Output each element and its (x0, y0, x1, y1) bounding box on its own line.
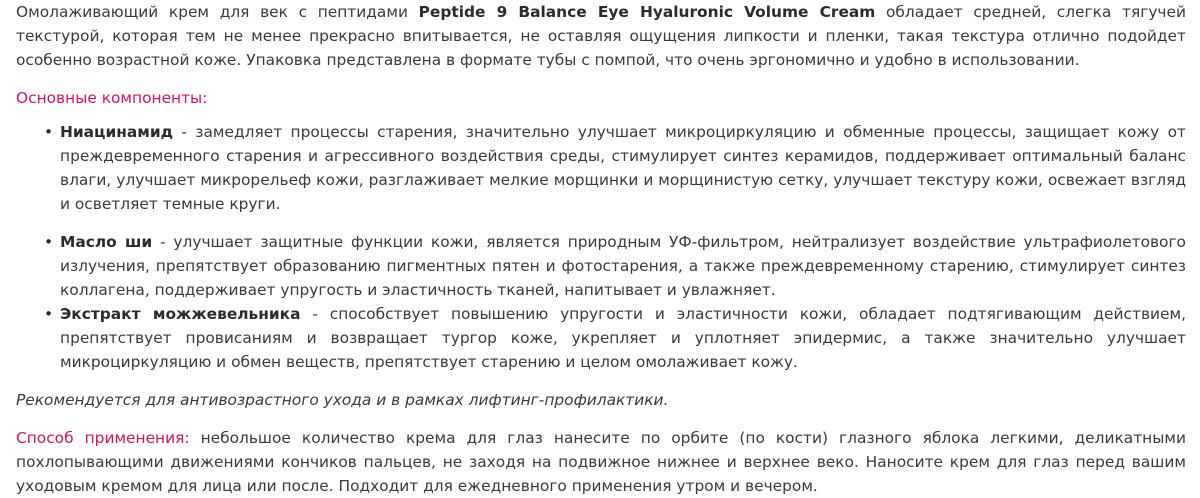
components-heading: Основные компоненты: (16, 89, 208, 107)
list-item (44, 120, 1186, 216)
usage-text: небольшое количество крема для глаз нанесите по орбите (по кости) глазного яблока легкими, деликатными похлопывающими движениями кончиков пальцев, не заходя на подвижное нижнее и верхнее веко. Наносите крем для глаз перед вашим уходовым кремом для лица или после. Подходит для ежедневного применения утром и вечером. (16, 429, 1186, 495)
component-description: - улучшает защитные функции кожи, является природным УФ-фильтром, нейтрализует воздействие ультрафиолетового излучения, препятствует образованию пигментных пятен и фотостарения, а также преждевременному старению, стимулирует синтез коллагена, поддерживает упругость и эластичность тканей, напитывает и увлажняет. (60, 233, 1186, 299)
list-item (44, 302, 1186, 374)
recommendation-text: Рекомендуется для антивозрастного ухода и в рамках лифтинг-профилактики. (16, 391, 669, 409)
usage-paragraph (16, 426, 1186, 498)
component-name: Ниацинамид (60, 123, 174, 141)
component-name: Экстракт можжевельника (60, 305, 301, 323)
intro-text-before: Омолаживающий крем для век с пептидами (16, 3, 419, 21)
product-name: Peptide 9 Balance Eye Hyaluronic Volume Cream (418, 3, 876, 21)
component-description: - способствует повышению упругости и эластичности кожи, обладает подтягивающим действием, препятствует провисаниям и возвращает тургор коже, укрепляет и уплотняет эпидермис, а также значительно улучшает микроциркуляцию и обмен веществ, препятствует старению и целом омолаживает кожу. (60, 305, 1186, 371)
intro-paragraph (16, 0, 1186, 72)
bullet-icon: • (44, 305, 54, 323)
bullet-icon: • (44, 123, 54, 141)
components-list (16, 120, 1186, 374)
usage-label: Способ применения: (16, 429, 190, 447)
bullet-icon: • (44, 233, 54, 251)
component-name: Масло ши (60, 233, 153, 251)
component-description: - замедляет процессы старения, значительно улучшает микроциркуляцию и обменные процессы, защищает кожу от преждевременного старения и агрессивного воздействия среды, стимулирует синтез керамидов, поддерживает оптимальный баланс влаги, улучшает микрорельеф кожи, разглаживает мелкие морщинки и морщинистую сетку, улучшает текстуру кожи, освежает взгляд и осветляет темные круги. (60, 123, 1186, 213)
list-item (44, 230, 1186, 302)
intro-text-after: обладает средней, слегка тягучей текстурой, которая тем не менее прекрасно впитывается, не оставляя ощущения липкости и пленки, такая текстура отлично подойдет особенно возрастной коже. Упаковка представлена в формате тубы с помпой, что очень эргономично и удобно в использовании. (16, 3, 1186, 69)
